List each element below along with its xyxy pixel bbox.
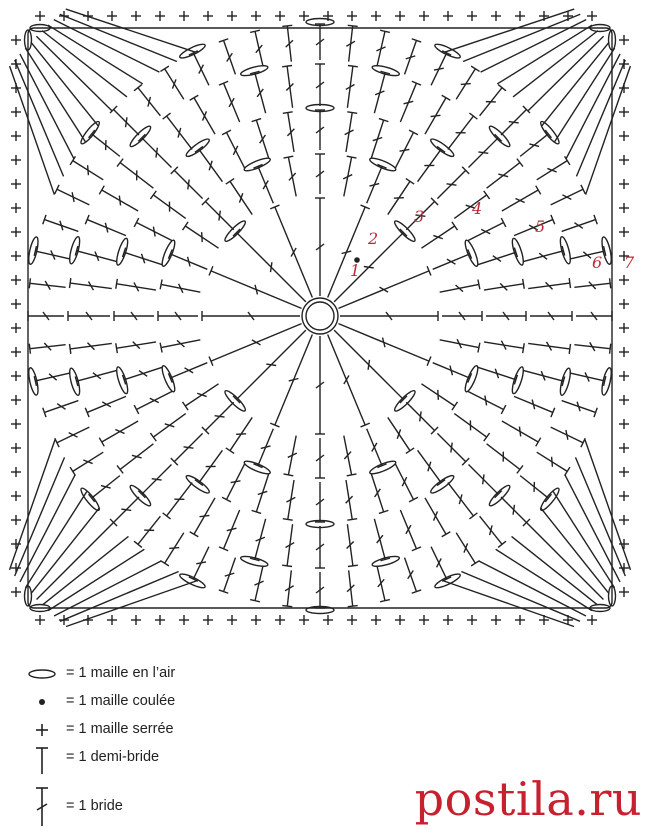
corner-stitch xyxy=(497,25,592,84)
chain-loop xyxy=(184,137,211,159)
stitch-cross xyxy=(231,481,241,483)
watermark-logo: postila.ru xyxy=(414,772,642,826)
corner-stitch xyxy=(31,42,98,126)
stitch-cross xyxy=(93,373,101,379)
stitch-cross xyxy=(478,152,488,153)
chain-loop xyxy=(160,239,177,268)
stitch-cross xyxy=(447,184,457,185)
legend-label: = 1 bride xyxy=(66,798,123,814)
stitch-top xyxy=(442,95,451,100)
legend-label: = 1 demi-bride xyxy=(66,749,160,765)
stitch-top xyxy=(469,113,477,119)
corner-stitch xyxy=(528,36,604,111)
stitch-top xyxy=(406,448,414,454)
stitch-cross xyxy=(397,429,400,438)
stitch-cross xyxy=(375,489,381,497)
stitch-top xyxy=(160,343,162,353)
stitch-top xyxy=(134,85,142,91)
stitch-cross xyxy=(257,89,263,97)
stitch-top xyxy=(163,513,171,519)
stitch-top xyxy=(523,279,525,289)
single-crochet-icon xyxy=(22,716,62,744)
chain-loop xyxy=(463,239,480,268)
stitch-top xyxy=(478,279,480,289)
stitch-top xyxy=(99,438,104,447)
chain-loop xyxy=(463,364,480,393)
chain-loop xyxy=(240,64,269,78)
stitch-cross xyxy=(200,515,210,516)
corner-stitch xyxy=(526,522,603,599)
chain-loop xyxy=(558,367,572,396)
stitch-cross xyxy=(202,232,203,242)
stitch-cross xyxy=(438,390,439,400)
stitch-cross xyxy=(266,364,276,365)
corner-stitch xyxy=(575,457,625,576)
corner-fan-2 xyxy=(445,9,630,195)
stitch-cross xyxy=(434,68,444,70)
corner-stitch xyxy=(461,571,580,621)
corner-fan-1 xyxy=(10,9,195,195)
stitch-top xyxy=(442,532,451,537)
chain-loop xyxy=(160,364,177,393)
stitch-top xyxy=(134,405,139,414)
stitch-top xyxy=(517,159,523,167)
chain-loop xyxy=(27,367,40,396)
corner-stitch xyxy=(60,14,177,61)
stitch-cross xyxy=(260,135,266,143)
stitch-top xyxy=(70,344,71,354)
stitch-top xyxy=(484,433,490,441)
stitch-cross xyxy=(552,457,553,467)
corner-stitch xyxy=(512,536,598,605)
corner-stitch xyxy=(10,439,56,570)
stitch-top xyxy=(501,218,506,227)
corner-stitch xyxy=(542,42,609,126)
stitch-top xyxy=(469,513,477,519)
corner-stitch xyxy=(463,14,580,61)
chain-loop xyxy=(184,473,211,495)
stitch-top xyxy=(610,278,611,288)
stitch-cross xyxy=(178,128,181,138)
stitch-top xyxy=(569,344,570,354)
stitch-top xyxy=(565,467,570,475)
stitch-top xyxy=(348,606,358,607)
stitch-cross xyxy=(219,211,220,221)
legend-item-slip-stitch xyxy=(14,688,374,716)
chain-loop xyxy=(240,554,269,568)
chain-loop xyxy=(558,236,572,265)
stitch-top xyxy=(226,448,234,454)
stitch-top xyxy=(452,222,458,230)
stitch-top xyxy=(283,156,293,158)
row-number-7: 7 xyxy=(624,253,635,272)
corner-stitch xyxy=(37,522,114,599)
chain-loop xyxy=(243,156,272,173)
corner-stitch xyxy=(25,48,85,142)
corner-stitch xyxy=(496,549,592,610)
stitch-cross xyxy=(519,427,520,437)
stitch-cross xyxy=(215,416,225,417)
corner-stitch xyxy=(553,492,614,588)
stitch-cross xyxy=(493,256,501,262)
stitch-top xyxy=(471,561,479,566)
stitch-cross xyxy=(196,562,206,564)
corner-stitch xyxy=(443,581,574,627)
stitch-cross xyxy=(513,505,514,515)
corner-stitch xyxy=(540,508,609,594)
stitch-top xyxy=(517,465,523,473)
legend-item-single-crochet xyxy=(14,716,374,744)
stitch-top xyxy=(347,156,357,158)
stitch-cross xyxy=(271,262,272,272)
legend-label: = 1 maille serrée xyxy=(66,721,174,737)
corner-stitch xyxy=(42,536,128,605)
stitch-cross xyxy=(184,447,194,448)
stitch-top xyxy=(150,433,156,441)
stitch-top xyxy=(116,343,118,353)
stitch-top xyxy=(117,159,123,167)
stitch-cross xyxy=(119,196,120,206)
row-number-labels xyxy=(350,199,635,280)
stitch-top xyxy=(498,85,506,91)
stitch-cross xyxy=(408,570,414,578)
stitch-cross xyxy=(364,267,374,268)
chain-loop xyxy=(68,236,82,265)
stitch-top xyxy=(222,130,231,135)
stitch-cross xyxy=(239,193,242,202)
stitch-cross xyxy=(156,148,157,158)
stitch-top xyxy=(282,66,292,67)
stitch-top xyxy=(282,25,292,26)
row-number-4: 4 xyxy=(472,199,483,218)
stitch-cross xyxy=(428,462,431,472)
stitch-cross xyxy=(566,430,568,440)
stitch-top xyxy=(190,532,199,537)
corner-stitch xyxy=(445,9,574,52)
stitch-cross xyxy=(368,360,369,370)
stitch-top xyxy=(536,438,541,447)
stitch-top xyxy=(283,474,293,476)
corner-stitch xyxy=(15,60,64,176)
stitch-top xyxy=(406,179,414,185)
stitch-top xyxy=(99,186,104,195)
center-ring xyxy=(306,302,334,330)
stitch-top xyxy=(190,95,199,100)
stitch-top xyxy=(282,565,292,566)
corner-stitch xyxy=(513,31,598,97)
stitch-cross xyxy=(165,424,175,427)
stitch-top xyxy=(70,278,71,288)
center-ring-outer xyxy=(302,298,338,334)
stitch-top xyxy=(348,25,358,26)
stitch-top xyxy=(160,279,162,289)
corner-stitch xyxy=(42,31,127,97)
stitch-cross xyxy=(483,474,484,484)
stitch-cross xyxy=(431,115,441,116)
chain-loop xyxy=(433,572,461,590)
stitch-top xyxy=(283,112,293,114)
stitch-top xyxy=(150,191,156,199)
stitch-top xyxy=(134,541,142,547)
stitch-top xyxy=(183,402,189,410)
stitch-cross xyxy=(169,548,179,549)
stitch-top xyxy=(478,343,480,353)
stitch-cross xyxy=(72,192,74,202)
half-double-crochet-icon xyxy=(22,744,62,776)
chart-rings xyxy=(10,9,631,626)
stitch-top xyxy=(347,112,357,114)
stitch-cross xyxy=(197,393,206,396)
stitch-top xyxy=(70,467,75,475)
chain-loop xyxy=(368,156,397,173)
stitch-top xyxy=(348,565,358,566)
stitch-top xyxy=(160,561,168,566)
legend-item-double xyxy=(14,784,374,832)
stitch-cross xyxy=(188,180,189,190)
legend-label: = 1 maille en l’air xyxy=(66,665,176,681)
stitch-top xyxy=(226,179,234,185)
row-number-1: 1 xyxy=(350,261,361,280)
stitch-top xyxy=(523,343,525,353)
legend-label: = 1 maille coulée xyxy=(66,693,176,709)
legend xyxy=(14,660,374,832)
stitch-top xyxy=(348,66,358,67)
corner-stitch xyxy=(15,457,65,576)
stitch-cross xyxy=(88,165,89,175)
corner-stitch xyxy=(36,36,112,111)
stitch-cross xyxy=(394,198,404,199)
stitch-cross xyxy=(152,479,162,480)
stitch-top xyxy=(283,519,293,521)
stitch-top xyxy=(282,606,292,607)
stitch-cross xyxy=(132,455,142,458)
stitch-top xyxy=(409,497,418,502)
stitch-cross xyxy=(121,509,131,510)
chain-loop xyxy=(68,367,82,396)
stitch-top xyxy=(569,278,570,288)
legend-item-half-double xyxy=(14,744,374,784)
corner-stitch xyxy=(25,492,86,588)
stitch-cross xyxy=(498,174,508,177)
corner-stitch xyxy=(31,508,100,594)
stitch-cross xyxy=(400,149,410,151)
stitch-cross xyxy=(509,122,519,123)
corner-stitch xyxy=(48,549,144,610)
row-number-3: 3 xyxy=(414,207,425,226)
slip-stitch-icon xyxy=(22,688,62,716)
stitch-top xyxy=(183,222,189,230)
chain-loop xyxy=(243,459,272,476)
stitch-top xyxy=(222,497,231,502)
stitch-cross xyxy=(459,494,462,504)
chain-loop xyxy=(371,554,400,568)
stitch-top xyxy=(347,519,357,521)
stitch-top xyxy=(29,344,30,354)
corner-stitch xyxy=(60,571,179,621)
stitch-top xyxy=(163,113,171,119)
chain-loop xyxy=(79,120,102,146)
chain-loop xyxy=(178,572,206,590)
row-number-5: 5 xyxy=(535,217,546,236)
stitch-top xyxy=(160,66,168,71)
stitch-cross xyxy=(485,396,487,406)
chain-loop xyxy=(368,459,397,476)
stitch-top xyxy=(501,405,506,414)
stitch-cross xyxy=(377,535,383,543)
corner-stitch xyxy=(48,25,143,84)
stitch-cross xyxy=(451,443,452,453)
corner-stitch xyxy=(585,439,631,570)
stitch-top xyxy=(498,541,506,547)
double-crochet-icon xyxy=(22,784,62,828)
chain-loop xyxy=(27,236,40,265)
stitch-top xyxy=(536,186,541,195)
stitch-top xyxy=(471,66,479,71)
stitch-top xyxy=(116,279,118,289)
stitch-cross xyxy=(209,161,212,171)
stitch-cross xyxy=(236,434,246,435)
chain-icon xyxy=(22,660,62,688)
stitch-top xyxy=(610,344,611,354)
chain-loop xyxy=(429,137,456,159)
chain-loop xyxy=(600,367,613,396)
stitch-cross xyxy=(461,84,471,85)
stitch-cross xyxy=(126,117,127,127)
row-number-6: 6 xyxy=(592,253,603,272)
stitch-cross xyxy=(153,227,155,237)
corner-stitch xyxy=(554,48,614,142)
stitch-cross xyxy=(574,223,582,229)
stitch-top xyxy=(134,218,139,227)
stitch-cross xyxy=(433,235,442,238)
round-1 xyxy=(202,198,438,434)
stitch-top xyxy=(484,191,490,199)
legend-item-chain xyxy=(14,660,374,688)
stitch-top xyxy=(409,130,418,135)
chain-loop xyxy=(371,64,400,78)
stitch-top xyxy=(452,402,458,410)
stitch-top xyxy=(347,474,357,476)
row-number-2: 2 xyxy=(368,229,379,248)
stitch-cross xyxy=(227,53,233,61)
corner-stitch xyxy=(576,60,625,176)
chain-loop xyxy=(429,473,456,495)
stitch-cross xyxy=(139,371,147,377)
stitch-cross xyxy=(57,404,65,410)
stitch-cross xyxy=(420,411,421,421)
chain-loop xyxy=(538,120,561,146)
stitch-top xyxy=(117,465,123,473)
stitch-cross xyxy=(539,253,547,259)
stitch-top xyxy=(29,278,30,288)
